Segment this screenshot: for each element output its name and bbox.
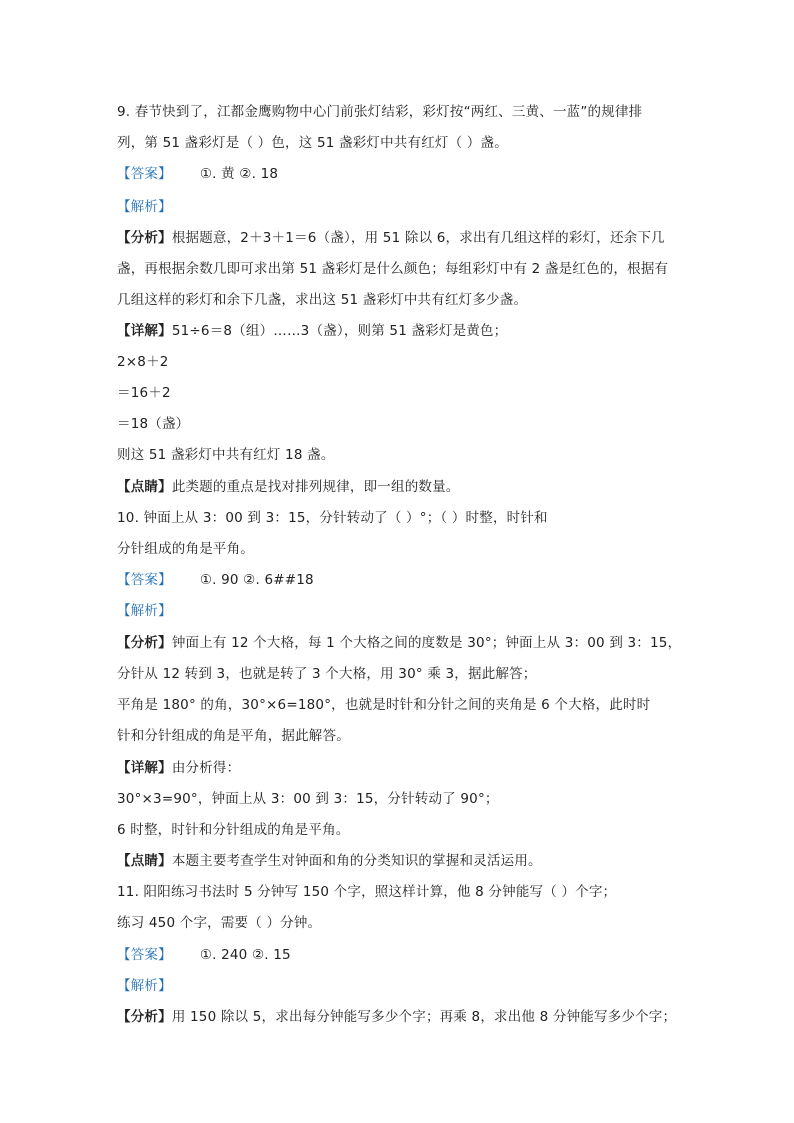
- q9-conclusion: 则这 51 盏彩灯中共有红灯 18 盏。: [117, 447, 335, 463]
- answer-tag: 【答案】: [117, 572, 172, 588]
- q10-fenxi-line4: 针和分针组成的角是平角，据此解答。: [117, 728, 350, 744]
- fenxi-text: 用 150 除以 5，求出每分钟能写多少个字；再乘 8，求出他 8 分钟能写多少个字；: [171, 1009, 677, 1025]
- q11-stem-line1: 11. 阳阳练习书法时 5 分钟写 150 个字，照这样计算，他 8 分钟能写（ ）个字；: [117, 884, 617, 900]
- q9-answer: [117, 165, 278, 183]
- answer-text: ①. 90 ②. 6##18: [199, 572, 314, 588]
- q9-fenxi-line3: 几组这样的彩灯和余下几盏，求出这 51 盏彩灯中共有红灯多少盏。: [117, 292, 528, 308]
- q10-xiangjie-line3: 6 时整，时针和分针组成的角是平角。: [117, 822, 350, 838]
- fenxi-text: 钟面上有 12 个大格，每 1 个大格之间的度数是 30°；钟面上从 3：00 到 3：15，: [171, 635, 682, 651]
- analysis-heading: 【解析】: [117, 199, 172, 215]
- dianjing-text: 此类题的重点是找对排列规律，即一组的数量。: [171, 479, 460, 495]
- q11-fenxi-line1: [117, 1008, 676, 1026]
- fenxi-text: 根据题意，2＋3＋1＝6（盏），用 51 除以 6，求出有几组这样的彩灯，还余下几: [171, 230, 665, 246]
- q9-calc3: ＝18（盏）: [117, 416, 190, 432]
- xiangjie-tag: 【详解】: [117, 323, 172, 339]
- q10-jiexi: [117, 602, 172, 620]
- q10-dianjing: [117, 852, 542, 870]
- answer-text: ①. 黄 ②. 18: [199, 166, 279, 182]
- xiangjie-text: 由分析得：: [171, 760, 241, 776]
- fenxi-tag: 【分析】: [117, 1009, 172, 1025]
- q9-calc2: ＝16＋2: [117, 385, 171, 401]
- dianjing-tag: 【点睛】: [117, 853, 172, 869]
- analysis-heading: 【解析】: [117, 978, 172, 994]
- q9-stem-line2: 列，第 51 盏彩灯是（ ）色，这 51 盏彩灯中共有红灯（ ）盏。: [117, 135, 508, 151]
- q10-stem-line2: 分针组成的角是平角。: [117, 541, 254, 557]
- q9-calc1: 2×8＋2: [117, 354, 169, 370]
- xiangjie-tag: 【详解】: [117, 760, 172, 776]
- q10-stem-line1: 10. 钟面上从 3：00 到 3：15，分针转动了（ ）°；（ ）时整，时针和: [117, 510, 548, 526]
- fenxi-tag: 【分析】: [117, 230, 172, 246]
- analysis-heading: 【解析】: [117, 603, 172, 619]
- fenxi-tag: 【分析】: [117, 635, 172, 651]
- q9-fenxi-line2: 盏，再根据余数几即可求出第 51 盏彩灯是什么颜色；每组彩灯中有 2 盏是红色的，根据有: [117, 261, 669, 277]
- q10-xiangjie-line2: 30°×3=90°，钟面上从 3：00 到 3：15，分针转动了 90°；: [117, 791, 499, 807]
- q10-fenxi-line3: 平角是 180° 的角，30°×6=180°，也就是时针和分针之间的夹角是 6 个大格，此时时: [117, 697, 651, 713]
- q10-answer: [117, 571, 314, 589]
- dianjing-tag: 【点睛】: [117, 479, 172, 495]
- answer-text: ①. 240 ②. 15: [199, 947, 291, 963]
- q9-fenxi-line1: [117, 229, 665, 247]
- q11-stem-line2: 练习 450 个字，需要（ ）分钟。: [117, 915, 322, 931]
- q9-xiangjie-line1: [117, 322, 507, 340]
- dianjing-text: 本题主要考查学生对钟面和角的分类知识的掌握和灵活运用。: [171, 853, 542, 869]
- q11-jiexi: [117, 977, 172, 995]
- xiangjie-text: 51÷6＝8（组）……3（盏），则第 51 盏彩灯是黄色；: [171, 323, 508, 339]
- q11-answer: [117, 946, 291, 964]
- q10-fenxi-line1: [117, 634, 681, 652]
- q10-fenxi-line2: 分针从 12 转到 3，也就是转了 3 个大格，用 30° 乘 3，据此解答；: [117, 666, 537, 682]
- q10-xiangjie-line1: [117, 759, 240, 777]
- answer-tag: 【答案】: [117, 166, 172, 182]
- q9-stem-line1: 9. 春节快到了，江都金鹰购物中心门前张灯结彩，彩灯按“两红、三黄、一蓝”的规律排: [117, 104, 643, 120]
- answer-tag: 【答案】: [117, 947, 172, 963]
- q9-dianjing: [117, 478, 460, 496]
- q9-jiexi: [117, 198, 172, 216]
